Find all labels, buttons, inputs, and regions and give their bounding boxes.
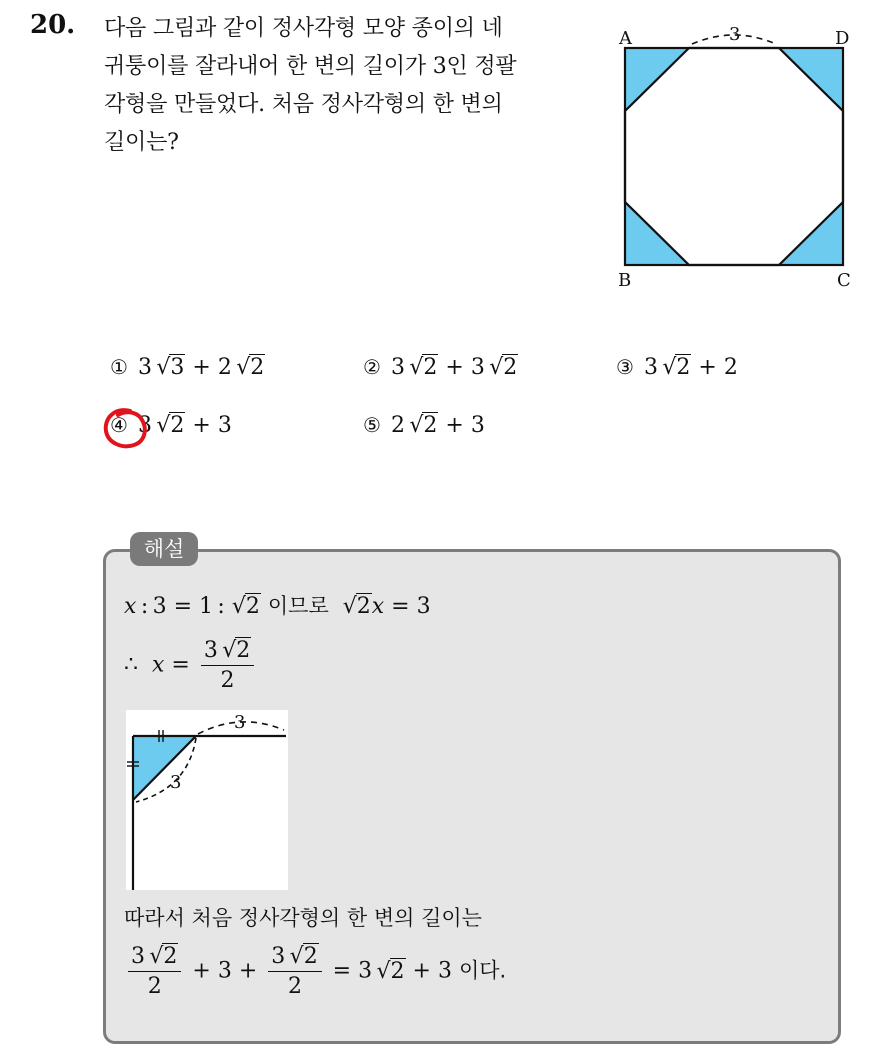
octagon-figure — [608, 20, 858, 295]
solution-mini-figure — [126, 710, 288, 890]
mini-label-diag: 3 — [170, 772, 182, 793]
answer-circle-mark — [100, 405, 152, 453]
choice-mark: ⑤ — [363, 413, 381, 437]
choice-mark: ③ — [616, 355, 634, 379]
choice-2[interactable]: ② 3 √2 + 3 √2 — [363, 355, 518, 380]
vertex-d: D — [835, 28, 850, 49]
choice-3[interactable]: ③ 3 √2 + 2 — [616, 355, 738, 380]
solution-line-4: 따라서 처음 정사각형의 한 변의 길이는 — [124, 906, 482, 930]
vertex-b: B — [618, 270, 632, 291]
octagon-outline — [625, 48, 843, 265]
vertex-a: A — [619, 28, 632, 49]
question-line: 각형을 만들었다. 처음 정사각형의 한 변의 — [104, 92, 503, 117]
choice-5[interactable]: ⑤ 2 √2 + 3 — [363, 413, 485, 438]
question-line: 다음 그림과 같이 정사각형 모양 종이의 네 — [104, 16, 503, 41]
choice-1[interactable]: ① 3 √3 + 2 √2 — [110, 355, 265, 380]
solution-tag: 해설 — [130, 532, 198, 566]
question-number: 20. — [30, 10, 76, 40]
question-line: 귀퉁이를 잘라내어 한 변의 길이가 3인 정팔 — [104, 54, 517, 79]
choice-mark: ④ — [110, 413, 128, 437]
solution-line-5: $\frac{3 √2}{2}$ + 3 + $\frac{3 √2}{2}$ = 3 √2 + 3 이다. — [124, 944, 506, 999]
mini-label-top: 3 — [234, 712, 246, 733]
question-line: 길이는? — [104, 130, 179, 155]
choice-4[interactable]: ④ 3 √2 + 3 — [110, 413, 232, 438]
vertex-c: C — [837, 270, 851, 291]
question-text — [104, 10, 594, 162]
choice-mark: ① — [110, 355, 128, 379]
solution-line-1: x : 3 = 1 : √2 이므로 √2x = 3 — [124, 594, 431, 619]
side-label: 3 — [729, 24, 741, 45]
solution-line-2: ∴ x = $\frac{3 √2}{2}$ — [124, 638, 258, 693]
choice-mark: ② — [363, 355, 381, 379]
square-outline — [625, 48, 843, 265]
